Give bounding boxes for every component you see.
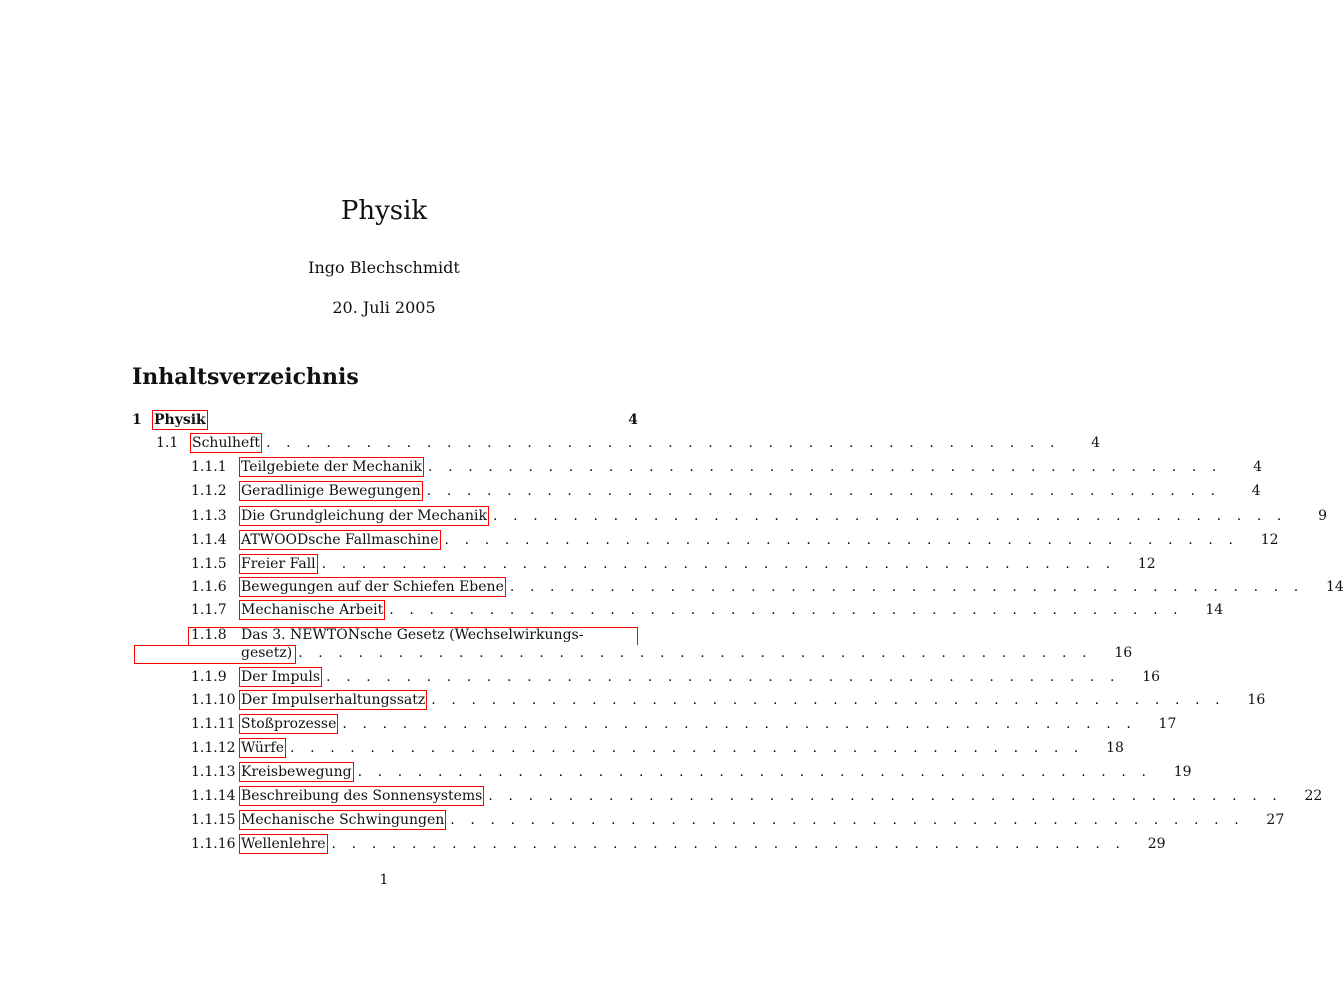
toc-entry-link[interactable]: Der Impuls (241, 669, 321, 685)
toc-entry-number: 1.1.3 (191, 508, 227, 524)
toc-entry-number: 1.1.15 (191, 812, 236, 828)
document-author: Ingo Blechschmidt (308, 258, 460, 277)
toc-dot-leader: . . . . . . . . . . . . . . . . . . . . . . . . . . . . . . . . . . . . . . . . (357, 764, 1152, 780)
toc-entry-link[interactable]: Bewegungen auf der Schiefen Ebene (241, 579, 504, 595)
toc-dot-leader: . . . . . . . . . . . . . . . . . . . . . . . . . . . . . . . . . . . . . . . . (493, 508, 1287, 524)
toc-chapter-link[interactable]: Physik (154, 412, 206, 428)
toc-entry-link[interactable]: Wellenlehre (241, 836, 326, 852)
toc-dot-leader: . . . . . . . . . . . . . . . . . . . . . . . . . . . . . . . . . . . . . . . . (342, 716, 1137, 732)
toc-entry-1-1-8-continued[interactable] (241, 645, 1133, 667)
toc-page-number: 18 (1106, 740, 1124, 756)
toc-heading: Inhaltsverzeichnis (132, 364, 359, 390)
toc-entry-1-1-13[interactable] (191, 764, 1192, 786)
toc-entry-number: 1.1.7 (191, 602, 227, 618)
toc-dot-leader: . . . . . . . . . . . . . . . . . . . . . . . . . . . . . . . . . . . . . . . . (331, 836, 1126, 852)
toc-entry-1-1-15[interactable] (191, 812, 1285, 834)
toc-section-1-1[interactable] (156, 435, 1101, 457)
toc-chapter-number: 1 (132, 412, 142, 428)
toc-entry-number: 1.1.1 (191, 459, 227, 475)
toc-page-number: 4 (628, 412, 638, 428)
toc-page-number: 12 (1137, 556, 1156, 572)
toc-page-number: 29 (1147, 836, 1166, 852)
toc-page-number: 4 (1251, 483, 1261, 499)
toc-entry-link[interactable]: Würfe (241, 740, 284, 756)
toc-entry-link-line2[interactable]: gesetz) (241, 645, 293, 661)
toc-entry-link[interactable]: ATWOODsche Fallmaschine (241, 532, 439, 548)
toc-entry-1-1-5[interactable] (191, 556, 1156, 578)
toc-page-number: 17 (1158, 716, 1177, 732)
page-number: 1 (379, 872, 389, 888)
toc-dot-leader: . . . . . . . . . . . . . . . . . . . . . . . . . . . . . . . . . . . . . . . . (426, 483, 1221, 499)
toc-entry-number: 1.1.13 (191, 764, 236, 780)
toc-page-number: 4 (1253, 459, 1262, 475)
toc-page-number: 12 (1260, 532, 1279, 548)
toc-entry-number: 1.1.10 (191, 692, 236, 708)
toc-entry-1-1-12[interactable] (191, 740, 1124, 762)
toc-dot-leader: . . . . . . . . . . . . . . . . . . . . . . . . . . . . . . . . . . . . . . . . (444, 532, 1239, 548)
toc-entry-number: 1.1.12 (191, 740, 236, 756)
toc-dot-leader: . . . . . . . . . . . . . . . . . . . . . . . . . . . . . . . . . . . . . . . . (266, 435, 1061, 451)
toc-page-number: 4 (1091, 435, 1101, 451)
toc-dot-leader: . . . . . . . . . . . . . . . . . . . . . . . . . . . . . . . . . . . . . . . . (450, 812, 1245, 828)
document-date: 20. Juli 2005 (332, 298, 436, 317)
toc-entry-1-1-9[interactable] (191, 669, 1161, 691)
toc-entry-1-1-3[interactable] (191, 508, 1327, 530)
toc-entry-1-1-10[interactable] (191, 692, 1266, 714)
toc-entry-number: 1.1.6 (191, 579, 227, 595)
toc-entry-link[interactable]: Der Impulserhaltungssatz (241, 692, 426, 708)
toc-dot-leader: . . . . . . . . . . . . . . . . . . . . . . . . . . . . . . . . . . . . . . . . (321, 556, 1116, 572)
toc-entry-link[interactable]: Stoßprozesse (241, 716, 337, 732)
toc-entry-1-1-14[interactable] (191, 788, 1323, 810)
toc-entry-1-1-6[interactable] (191, 579, 1344, 601)
toc-page-number: 16 (1114, 645, 1133, 661)
toc-entry-1-1-11[interactable] (191, 716, 1177, 738)
toc-dot-leader: . . . . . . . . . . . . . . . . . . . . . . . . . . . . . . . . . . . . . . . . (389, 602, 1184, 618)
toc-entry-number: 1.1.4 (191, 532, 227, 548)
toc-dot-leader: . . . . . . . . . . . . . . . . . . . . . . . . . . . . . . . . . . . . . . . . (431, 692, 1226, 708)
toc-entry-number: 1.1.5 (191, 556, 227, 572)
toc-entry-number: 1.1.16 (191, 836, 236, 852)
toc-chapter-1[interactable] (132, 412, 638, 434)
toc-page-number: 14 (1205, 602, 1224, 618)
toc-entry-number: 1.1.14 (191, 788, 236, 804)
toc-dot-leader: . . . . . . . . . . . . . . . . . . . . . . . . . . . . . . . . . . . . . . . . (326, 669, 1121, 685)
toc-entry-1-1-4[interactable] (191, 532, 1279, 554)
toc-page-number: 14 (1326, 579, 1344, 595)
toc-dot-leader: . . . . . . . . . . . . . . . . . . . . . . . . . . . . . . . . . . . . . . . . (298, 645, 1093, 661)
toc-dot-leader: . . . . . . . . . . . . . . . . . . . . . . . . . . . . . . . . . . . . . . . . (509, 579, 1304, 595)
toc-page-number: 16 (1142, 669, 1161, 685)
toc-entry-link[interactable]: Beschreibung des Sonnensystems (241, 788, 483, 804)
toc-entry-1-1-2[interactable] (191, 483, 1261, 505)
toc-page-number: 22 (1304, 788, 1323, 804)
toc-entry-number: 1.1.9 (191, 669, 227, 685)
toc-page-number: 9 (1318, 508, 1327, 524)
toc-entry-1-1-16[interactable] (191, 836, 1166, 858)
toc-entry-link[interactable]: Die Grundgleichung der Mechanik (241, 508, 488, 524)
toc-entry-link[interactable]: Mechanische Arbeit (241, 602, 384, 618)
toc-entry-link-line1[interactable]: Das 3. NEWTONsche Gesetz (Wechselwirkungs- (241, 627, 584, 643)
toc-page-number: 16 (1247, 692, 1266, 708)
toc-entry-1-1-1[interactable] (191, 459, 1262, 481)
toc-dot-leader: . . . . . . . . . . . . . . . . . . . . . . . . . . . . . . . . . . . . . . . . (290, 740, 1084, 756)
toc-section-link[interactable]: Schulheft (192, 435, 261, 451)
toc-entry-link[interactable]: Geradlinige Bewegungen (241, 483, 421, 499)
document-title: Physik (340, 196, 428, 226)
toc-entry-number: 1.1.11 (191, 716, 236, 732)
toc-entry-number: 1.1.2 (191, 483, 227, 499)
toc-section-number: 1.1 (156, 435, 179, 451)
toc-page-number: 19 (1173, 764, 1192, 780)
toc-entry-number: 1.1.8 (191, 627, 227, 643)
toc-dot-leader: . . . . . . . . . . . . . . . . . . . . . . . . . . . . . . . . . . . . . . . . (428, 459, 1222, 475)
toc-page-number: 27 (1266, 812, 1285, 828)
toc-dot-leader: . . . . . . . . . . . . . . . . . . . . . . . . . . . . . . . . . . . . . . . . (488, 788, 1283, 804)
toc-entry-link[interactable]: Kreisbewegung (241, 764, 352, 780)
toc-entry-link[interactable]: Mechanische Schwingungen (241, 812, 445, 828)
toc-entry-link[interactable]: Teilgebiete der Mechanik (241, 459, 423, 475)
toc-entry-link[interactable]: Freier Fall (241, 556, 316, 572)
toc-entry-1-1-7[interactable] (191, 602, 1224, 624)
